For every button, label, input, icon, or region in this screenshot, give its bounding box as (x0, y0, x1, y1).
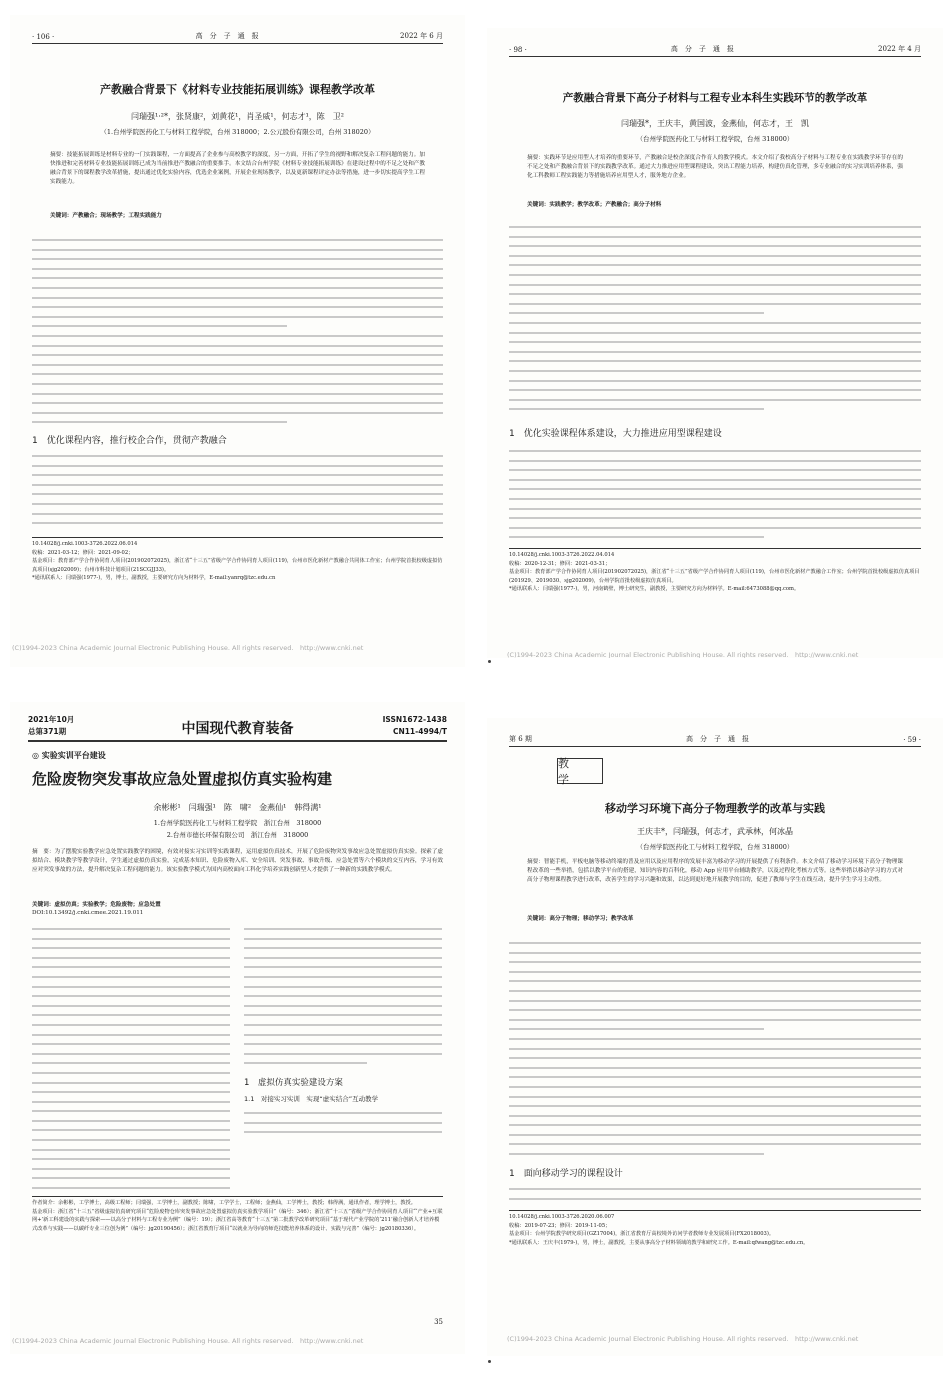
running-header (32, 27, 443, 44)
running-header (509, 730, 921, 747)
body-text-2 (509, 446, 921, 542)
section-heading: 1 优化课程内容，推行校企合作，贯彻产教融合 (32, 436, 227, 446)
affiliation: （台州学院医药化工与材料工程学院，台州 318000） (636, 135, 794, 143)
body-text (509, 222, 921, 414)
copyright-notice: (C)1994-2023 China Academic Journal Electronic Publishing House. All rights reserved. http://www.cnki.net (507, 651, 859, 658)
journal-name: 中国现代教育装备 (181, 721, 294, 737)
journal-name: 高 分 子 通 报 (195, 32, 259, 40)
body-column-right-2 (244, 1108, 442, 1137)
paper-page-3 (10, 702, 465, 1354)
affiliation-1: 1.台州学院医药化工与材料工程学院 浙江台州 318000 (153, 819, 322, 827)
column-tag: ◎ 实验实训平台建设 (32, 751, 106, 760)
paper-page-1 (10, 15, 465, 667)
author-list: 余彬彬¹ 闫瑞强¹ 陈 啸² 金燕仙¹ 韩得满¹ (153, 803, 322, 812)
footnotes: 10.14028/j.cnki.1003-3726.2022.06.014 收稿：2021-03-12；修回：2021-09-02； 基金项目：教育部产学合作协同育人项目(201902072025)，浙江省“十三五”省级产学合作协同育人项目(119)，台州市医化新材产教融合共同体工作室；台州学院首批校级虚拟仿真项目(sjg202009)；台州市科技计划项目(21SCGJJ33)。 *通讯联系人：闫瑞强(1977-)，男，博士，副教授，主要研究方向为材料学，E-mail:yanrq@tzc.edu.cn (32, 537, 443, 583)
page-number: · 106 · (32, 33, 55, 41)
affiliation-2: 2.台州市德长环保有限公司 浙江台州 318000 (166, 831, 309, 839)
section-heading: 1 优化实验课程体系建设，大力推进应用型课程建设 (509, 429, 722, 439)
journal-header (28, 714, 447, 742)
keywords: 关键词：高分子物理；移动学习；教学改革 (527, 916, 634, 922)
article-title: 危险废物突发事故应急处置虚拟仿真实验构建 (32, 770, 333, 788)
page-number: · 59 · (903, 736, 921, 744)
journal-name: 高 分 子 通 报 (686, 735, 750, 743)
page-number: 35 (434, 1318, 443, 1326)
abstract: 摘要：实践环节是应用型人才培养的重要环节，产教融合是校企深度合作育人的教学模式。本文介绍了我校高分子材料与工程专业在实践教学环节存在的不足之处和产教融合背景下的实践教学改革。通过大力推进应用型课程建设，突出工程能力培养，构建仿真化管理，多专业融合的实习实训培养体系，强化工科教师工程实践能力等措施培养应用型人才，服务地方企业。 (527, 155, 903, 179)
keywords: 关键词：产教融合；现场教学；工程实践能力 (50, 213, 162, 219)
section-heading: 1 虚拟仿真实验建设方案 (244, 1078, 343, 1088)
affiliation: （台州学院医药化工与材料工程学院，台州 318000） (636, 843, 794, 851)
subsection-heading: 1.1 对接实习实训 实现“虚实结合”互动教学 (244, 1095, 379, 1103)
column-tag: 教 学 (557, 758, 603, 784)
copyright-notice: (C)1994-2023 China Academic Journal Electronic Publishing House. All rights reserved. http://www.cnki.net (12, 1337, 364, 1345)
affiliation: （1.台州学院医药化工与材料工程学院，台州 318000；2.公元股份有限公司，台州 318020） (100, 128, 375, 136)
issue-date: 2021年10月 (28, 715, 75, 724)
body-text-2 (509, 1184, 921, 1203)
body-text-2 (32, 451, 443, 528)
author-list: 闫瑞强*，王庆丰，黄国波，金燕仙，何志才，王 凯 (621, 119, 809, 128)
keywords: 关键词：虚拟仿真；实验教学；危险废物；应急处置 (32, 902, 161, 908)
article-title: 产教融合背景下高分子材料与工程专业本科生实践环节的教学改革 (562, 92, 868, 104)
separator-dot (488, 660, 491, 663)
body-column-left (32, 924, 230, 1193)
section-heading: 1 面向移动学习的课程设计 (509, 1169, 623, 1179)
issue-date: 2022 年 4 月 (878, 45, 921, 53)
article-title: 产教融合背景下《材料专业技能拓展训练》课程教学改革 (100, 83, 375, 96)
journal-name: 高 分 子 通 报 (670, 45, 734, 53)
body-column-right (244, 924, 442, 1068)
running-header (509, 40, 921, 57)
issue-date: 2022 年 6 月 (400, 32, 443, 40)
footnotes: 10.14028/j.cnki.1003-3726.2020.06.007 收稿：2019-07-23；修回：2019-11-05； 基金项目：台州学院教学研究项目(GZ17004)，浙江省教育厅高校境外访问学者教师专业发展项目(FX2018003)。 *通讯联系人：王庆丰(1979-)，男，博士，副教授，主要从事高分子材料领域的教学和研究工作。E-mail:qfwang@tzc.edu.cn。 (509, 1210, 921, 1247)
column-icon: ◎ (32, 751, 42, 760)
author-list: 王庆丰*，闫瑞强，何志才，武承林，何冰晶 (637, 827, 793, 836)
abstract: 摘要：智能手机，平板电脑等移动终端的普及应用以及应用程序的发展丰富为移动学习的开展提供了有利条件。本文介绍了移动学习环境下高分子物理课程改革的一些举措，包括以教学平台的搭建，知识内容的百科化，移动 App 应用平台辅助教学，以及过程化考核方式等。这些举措以移动学习的方式对高分子物理课程教学进行改革，改善学生的学习兴趣和效果，以达到更好地开展教学的目的，促进了教师与学生在线互动，提升学生学习主动性。 (527, 859, 903, 883)
paper-page-2 (487, 28, 943, 658)
abstract: 摘 要：为了摆脱实验教学应急处置实践教学的困境，有效对接实习实训等实践课程，运用虚拟仿真技术，开展了危险废物突发事故应急处置虚拟仿真实验。探索了虚拟结合、模块教学等教学设计，学生通过虚拟仿真实验，完成基本知识、危险废物入库、安全培训、突发事故、事故升级、应急处置等六个模块的交互内容，学习有效应对突发事故的方法，提升解决复杂工程问题的能力。该实验教学模式为国内高校面向工科化学培养实践创新型人才提供了一种新的实践教学模式。 (32, 849, 443, 873)
separator-dot (488, 1360, 491, 1363)
author-list: 闫瑞强¹·²*，张贤康²，刘黄花¹，肖圣威¹，何志才¹，陈 卫² (131, 112, 344, 121)
cn-number: CN11-4994/T (392, 727, 447, 736)
doi: DOI:10.13492/j.cnki.cmee.2021.19.011 (32, 910, 144, 916)
footnotes: 作者简介：余彬彬，工学博士，高级工程师；闫瑞强，工学博士，副教授；陈啸，工学学士，工程师；金燕仙，工学博士，教授；韩得满，通讯作者，理学博士，教授。 基金项目：浙江省“十三五”省级虚拟仿真研究项目“危险废物仓库突发事故应急处置虚拟仿真实验教学项目”（编号：346）；浙江省“十三五”省级产学合作协同育人项目“‘产业+互联网+’新工科建设的实践与探索——以高分子材料与工程专业为例”（编号：19）；浙江省高等教育“十三五”第二批教学改革研究项目“基于现代产业学院的‘211’融合创新人才培养模式改革与实践——以碳纤专业三位创为例”（编号：jg20190456）；浙江省教育厅项目“以就业为导向的师范技能培养体系的设计、实践与完善”（编号：jg20180336）。 (32, 1196, 443, 1233)
paper-page-4 (487, 718, 943, 1356)
issue-number: 总第371期 (28, 727, 67, 736)
issue-number: 第 6 期 (509, 735, 532, 743)
keywords: 关键词：实践教学；教学改革；产教融合；高分子材料 (527, 202, 662, 208)
body-text (509, 938, 921, 1159)
abstract: 摘要：技能拓展训练是材料专业的一门实践课程，一方面提高了企业参与高校教学的深度，另一方面，开拓了学生的视野和解决复杂工程问题的能力。加快推进和完善材料专业技能拓展训练已成为当前推进产教融合的重要推手。本文结合台州学院《材料专业技能拓展训练》在建设过程中的不足之处和产教融合背景下的课程教学改革措施，提出通过优化实验内容，优选企业案例，开展企业现场教学，以及更新课程评定办法等措施，进一步切实提高学生工程实践能力。 (50, 152, 425, 185)
issn: ISSN1672-1438 (382, 715, 447, 724)
footnotes: 10.14028/j.cnki.1003-3726.2022.04.014 收稿：2020-12-31；修回：2021-03-31； 基金项目：教育部产学合作协同育人项目(201902072025)，浙江省“十三五”省级产学合作协同育人项目(119)，台州市医化新材产教融合工作室；台州学院首批校级虚拟仿真项目(201929、2019030、sjg202009)，台州学院首批校级虚拟仿真项目。 *通讯联系人：闫瑞强(1977-)，男，河南鹤壁，博士研究生，副教授，主要研究方向为材料学。E-mail:6473088@qq.com。 (509, 548, 921, 594)
page-number: · 98 · (509, 46, 527, 54)
copyright-notice: (C)1994-2023 China Academic Journal Electronic Publishing House. All rights reserved. http://www.cnki.net (12, 644, 364, 652)
article-title: 移动学习环境下高分子物理教学的改革与实践 (605, 802, 825, 815)
body-text (32, 235, 443, 427)
copyright-notice: (C)1994-2023 China Academic Journal Electronic Publishing House. All rights reserved. http://www.cnki.net (507, 1335, 859, 1343)
